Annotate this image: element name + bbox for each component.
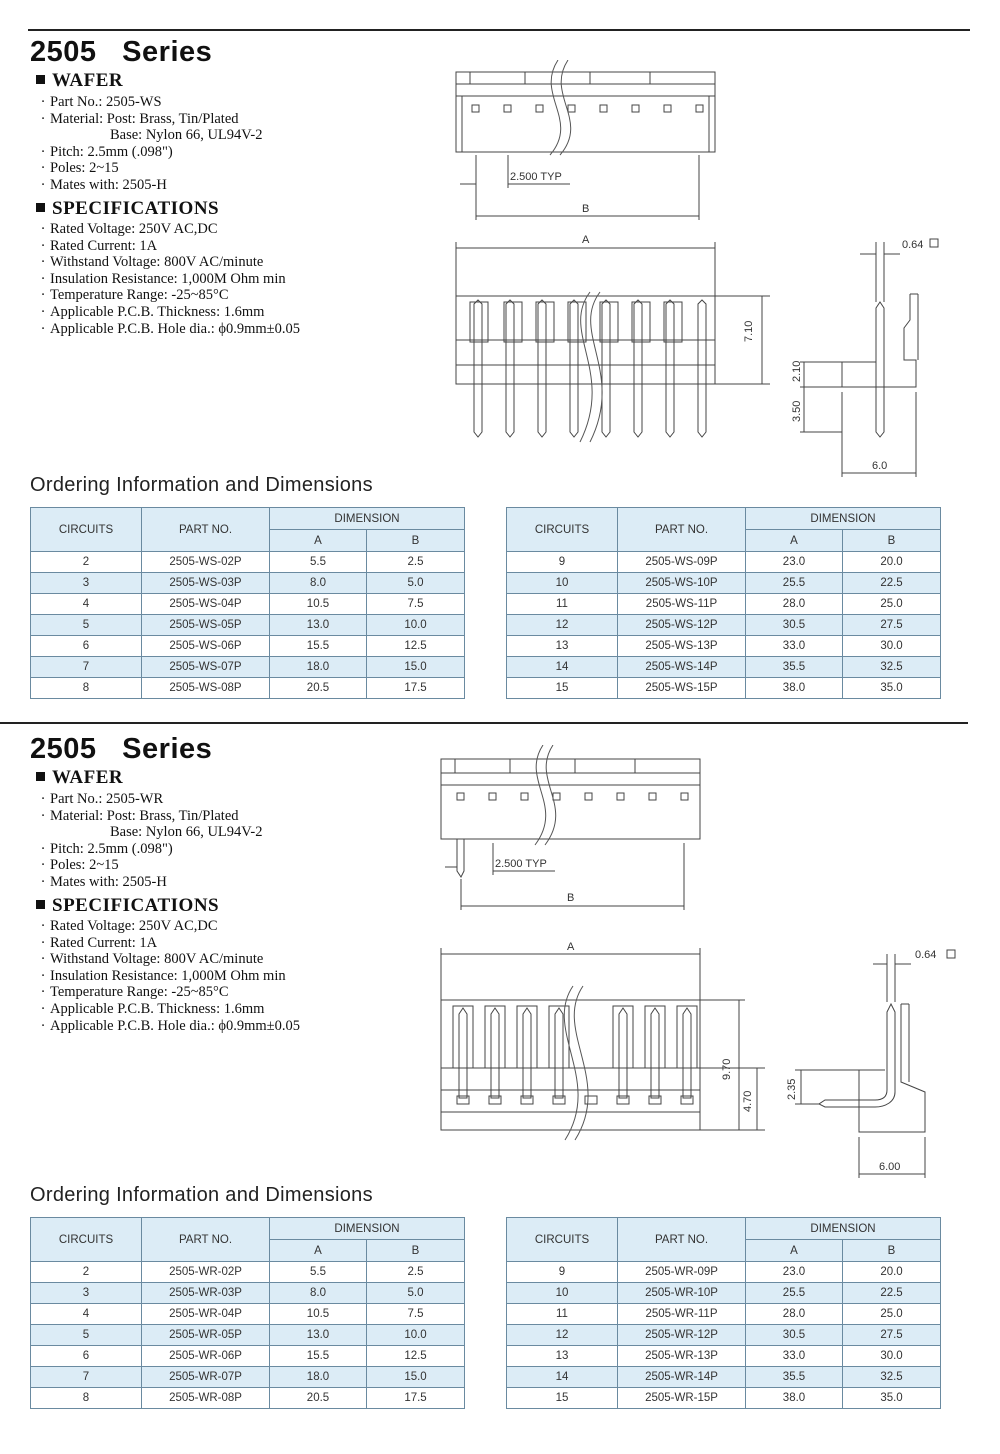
cell-dim-b: 20.0 [843, 552, 941, 573]
table-row [507, 1262, 941, 1283]
cell-dim-b: 17.5 [367, 1388, 465, 1409]
table-row [31, 636, 465, 657]
cell-dim-b: 27.5 [843, 1325, 941, 1346]
cell-circuits: 2 [31, 1262, 142, 1283]
table-row [31, 1388, 465, 1409]
cell-dim-a: 38.0 [746, 678, 843, 699]
side-view-drawing [780, 232, 960, 477]
pitch: · Pitch: 2.5mm (.098") [40, 143, 173, 160]
cell-part-no: 2505-WR-15P [618, 1388, 746, 1409]
cell-part-no: 2505-WR-10P [618, 1283, 746, 1304]
top-divider [28, 29, 970, 31]
cell-circuits: 13 [507, 636, 618, 657]
cell-circuits: 7 [31, 657, 142, 678]
spec-item: · Temperature Range: -25~85°C [40, 287, 229, 304]
cell-circuits: 10 [507, 1283, 618, 1304]
spec-item: · Rated Voltage: 250V AC,DC [40, 918, 218, 934]
table-row [31, 657, 465, 678]
wafer-details [36, 94, 263, 194]
table-row [31, 594, 465, 615]
col-part-no: PART NO. [618, 1218, 746, 1262]
spec-item: · Insulation Resistance: 1,000M Ohm min [40, 270, 286, 287]
square-bullet-icon [36, 900, 45, 909]
poles: · Poles: 2~15 [40, 160, 119, 177]
cell-dim-a: 30.5 [746, 615, 843, 636]
cell-dim-a: 25.5 [746, 1283, 843, 1304]
dim-middle-label: 2.10 [791, 360, 803, 382]
cell-dim-a: 10.5 [270, 1304, 367, 1325]
cell-dim-a: 5.5 [270, 552, 367, 573]
cell-part-no: 2505-WS-02P [142, 552, 270, 573]
ordering-title: Ordering Information and Dimensions [30, 474, 373, 496]
cell-dim-a: 25.5 [746, 573, 843, 594]
cell-dim-b: 35.0 [843, 678, 941, 699]
cell-dim-b: 27.5 [843, 615, 941, 636]
cell-dim-a: 15.5 [270, 636, 367, 657]
part-number: · Part No.: 2505-WS [40, 94, 162, 110]
cell-dim-b: 22.5 [843, 1283, 941, 1304]
cell-part-no: 2505-WS-05P [142, 615, 270, 636]
table-row [31, 1262, 465, 1283]
cell-dim-a: 20.5 [270, 678, 367, 699]
cell-circuits: 8 [31, 1388, 142, 1409]
dim-width-label: 6.0 [872, 460, 888, 472]
cell-dim-a: 15.5 [270, 1346, 367, 1367]
table-row [507, 1304, 941, 1325]
cell-dim-b: 15.0 [367, 1367, 465, 1388]
table-row [507, 1346, 941, 1367]
front-view-drawing [440, 232, 770, 447]
cell-circuits: 6 [31, 1346, 142, 1367]
top-view-drawing [425, 745, 725, 915]
specifications-heading: SPECIFICATIONS [36, 198, 219, 220]
col-circuits: CIRCUITS [507, 1218, 618, 1262]
dim-a-label: A [567, 941, 575, 953]
spec-item: · Temperature Range: -25~85°C [40, 984, 229, 1001]
dim-typ-label: 2.500 TYP [510, 171, 562, 183]
cell-part-no: 2505-WR-12P [618, 1325, 746, 1346]
cell-dim-a: 10.5 [270, 594, 367, 615]
wafer-heading: WAFER [36, 70, 123, 92]
cell-dim-a: 38.0 [746, 1388, 843, 1409]
table-row [507, 552, 941, 573]
cell-dim-b: 30.0 [843, 636, 941, 657]
col-b: B [367, 530, 465, 552]
poles: · Poles: 2~15 [40, 857, 119, 874]
cell-dim-b: 25.0 [843, 1304, 941, 1325]
dim-lower-label: 3.50 [791, 400, 803, 422]
cell-circuits: 11 [507, 1304, 618, 1325]
cell-dim-a: 20.5 [270, 1388, 367, 1409]
col-a: A [270, 530, 367, 552]
cell-dim-a: 23.0 [746, 1262, 843, 1283]
dim-middle-label: 2.35 [786, 1078, 798, 1100]
table-row [507, 678, 941, 699]
spec-item: · Rated Current: 1A [40, 934, 158, 951]
col-a: A [746, 530, 843, 552]
col-b: B [367, 1240, 465, 1262]
cell-dim-a: 28.0 [746, 1304, 843, 1325]
cell-dim-b: 2.5 [367, 1262, 465, 1283]
col-dimension: DIMENSION [746, 508, 941, 530]
cell-part-no: 2505-WS-06P [142, 636, 270, 657]
cell-circuits: 7 [31, 1367, 142, 1388]
cell-dim-b: 30.0 [843, 1346, 941, 1367]
mates-with: · Mates with: 2505-H [40, 873, 167, 890]
col-circuits: CIRCUITS [31, 508, 142, 552]
table-row [507, 615, 941, 636]
spec-item: · Rated Current: 1A [40, 237, 158, 254]
ordering-table-right [506, 1217, 941, 1409]
col-circuits: CIRCUITS [31, 1218, 142, 1262]
dim-height-label: 9.70 [721, 1058, 733, 1080]
cell-dim-b: 12.5 [367, 636, 465, 657]
table-row [507, 636, 941, 657]
cell-part-no: 2505-WR-05P [142, 1325, 270, 1346]
table-row [31, 573, 465, 594]
cell-circuits: 4 [31, 594, 142, 615]
front-view-drawing [425, 940, 765, 1145]
cell-circuits: 9 [507, 1262, 618, 1283]
col-part-no: PART NO. [142, 1218, 270, 1262]
series-title: 2505 Series [30, 733, 213, 765]
ordering-title: Ordering Information and Dimensions [30, 1184, 373, 1206]
dim-b-label: B [582, 203, 590, 215]
cell-dim-b: 5.0 [367, 1283, 465, 1304]
cell-part-no: 2505-WS-08P [142, 678, 270, 699]
cell-dim-a: 30.5 [746, 1325, 843, 1346]
dim-typ-label: 2.500 TYP [495, 858, 547, 870]
cell-part-no: 2505-WR-06P [142, 1346, 270, 1367]
square-bullet-icon [36, 203, 45, 212]
cell-dim-a: 8.0 [270, 573, 367, 594]
cell-dim-b: 7.5 [367, 594, 465, 615]
cell-dim-b: 12.5 [367, 1346, 465, 1367]
table-row [507, 657, 941, 678]
cell-part-no: 2505-WR-03P [142, 1283, 270, 1304]
material-base: Base: Nylon 66, UL94V-2 [110, 824, 263, 841]
cell-dim-b: 15.0 [367, 657, 465, 678]
specifications-list [36, 221, 300, 337]
dim-064-label: 0.64 [902, 239, 924, 251]
ordering-table-left [30, 507, 465, 699]
cell-circuits: 4 [31, 1304, 142, 1325]
cell-part-no: 2505-WS-13P [618, 636, 746, 657]
cell-circuits: 2 [31, 552, 142, 573]
square-icon [930, 239, 938, 247]
cell-dim-a: 35.5 [746, 657, 843, 678]
cell-circuits: 3 [31, 573, 142, 594]
cell-dim-b: 10.0 [367, 615, 465, 636]
table-row [31, 615, 465, 636]
table-row [31, 1283, 465, 1304]
series-title: 2505 Series [30, 36, 213, 68]
cell-part-no: 2505-WS-04P [142, 594, 270, 615]
spec-item: · Applicable P.C.B. Thickness: 1.6mm [40, 303, 265, 320]
side-view-drawing [765, 942, 965, 1182]
col-part-no: PART NO. [618, 508, 746, 552]
table-row [31, 1325, 465, 1346]
specifications-heading: SPECIFICATIONS [36, 895, 219, 917]
cell-part-no: 2505-WS-11P [618, 594, 746, 615]
mates-with: · Mates with: 2505-H [40, 176, 167, 193]
cell-part-no: 2505-WR-09P [618, 1262, 746, 1283]
cell-part-no: 2505-WS-15P [618, 678, 746, 699]
ordering-table-right [506, 507, 941, 699]
material-post: · Material: Post: Brass, Tin/Plated [40, 110, 239, 127]
cell-circuits: 14 [507, 657, 618, 678]
wafer-details [36, 791, 263, 891]
spec-item: · Applicable P.C.B. Hole dia.: ϕ0.9mm±0.05 [40, 320, 300, 337]
ordering-table-left [30, 1217, 465, 1409]
cell-dim-a: 8.0 [270, 1283, 367, 1304]
col-b: B [843, 530, 941, 552]
cell-dim-b: 10.0 [367, 1325, 465, 1346]
cell-circuits: 15 [507, 1388, 618, 1409]
part-number: · Part No.: 2505-WR [40, 791, 164, 807]
square-icon [947, 950, 955, 958]
col-a: A [746, 1240, 843, 1262]
cell-dim-a: 28.0 [746, 594, 843, 615]
table-row [31, 1367, 465, 1388]
table-row [507, 1325, 941, 1346]
cell-dim-b: 17.5 [367, 678, 465, 699]
cell-circuits: 8 [31, 678, 142, 699]
cell-dim-a: 18.0 [270, 1367, 367, 1388]
cell-dim-b: 7.5 [367, 1304, 465, 1325]
cell-part-no: 2505-WS-12P [618, 615, 746, 636]
spec-item: · Applicable P.C.B. Hole dia.: ϕ0.9mm±0.05 [40, 1017, 300, 1034]
dim-height-label: 7.10 [743, 320, 755, 342]
material-base: Base: Nylon 66, UL94V-2 [110, 127, 263, 144]
cell-circuits: 3 [31, 1283, 142, 1304]
specifications-list [36, 918, 300, 1034]
cell-dim-b: 5.0 [367, 573, 465, 594]
cell-dim-b: 22.5 [843, 573, 941, 594]
material-post: · Material: Post: Brass, Tin/Plated [40, 807, 239, 824]
square-bullet-icon [36, 772, 45, 781]
cell-part-no: 2505-WR-07P [142, 1367, 270, 1388]
cell-part-no: 2505-WR-11P [618, 1304, 746, 1325]
table-row [507, 594, 941, 615]
cell-part-no: 2505-WR-08P [142, 1388, 270, 1409]
cell-circuits: 14 [507, 1367, 618, 1388]
spec-item: · Insulation Resistance: 1,000M Ohm min [40, 967, 286, 984]
cell-dim-a: 33.0 [746, 636, 843, 657]
cell-dim-b: 2.5 [367, 552, 465, 573]
pitch: · Pitch: 2.5mm (.098") [40, 840, 173, 857]
top-view-drawing [440, 60, 740, 230]
cell-circuits: 12 [507, 615, 618, 636]
dim-lower-label: 4.70 [742, 1090, 754, 1112]
section-divider [0, 722, 968, 724]
cell-dim-a: 13.0 [270, 1325, 367, 1346]
cell-part-no: 2505-WS-10P [618, 573, 746, 594]
spec-item: · Rated Voltage: 250V AC,DC [40, 221, 218, 237]
cell-circuits: 6 [31, 636, 142, 657]
table-row [31, 1304, 465, 1325]
table-row [507, 1367, 941, 1388]
cell-part-no: 2505-WS-14P [618, 657, 746, 678]
cell-part-no: 2505-WR-13P [618, 1346, 746, 1367]
table-row [31, 552, 465, 573]
dim-064-label: 0.64 [915, 949, 937, 961]
table-row [507, 573, 941, 594]
cell-dim-a: 13.0 [270, 615, 367, 636]
col-b: B [843, 1240, 941, 1262]
cell-circuits: 12 [507, 1325, 618, 1346]
wafer-heading: WAFER [36, 767, 123, 789]
table-row [507, 1283, 941, 1304]
cell-part-no: 2505-WR-02P [142, 1262, 270, 1283]
spec-item: · Withstand Voltage: 800V AC/minute [40, 951, 264, 968]
cell-dim-b: 20.0 [843, 1262, 941, 1283]
dim-b-label: B [567, 892, 575, 904]
cell-part-no: 2505-WS-03P [142, 573, 270, 594]
spec-item: · Applicable P.C.B. Thickness: 1.6mm [40, 1000, 265, 1017]
cell-circuits: 5 [31, 615, 142, 636]
cell-dim-b: 35.0 [843, 1388, 941, 1409]
col-a: A [270, 1240, 367, 1262]
cell-dim-a: 18.0 [270, 657, 367, 678]
cell-dim-a: 33.0 [746, 1346, 843, 1367]
cell-dim-a: 35.5 [746, 1367, 843, 1388]
cell-dim-a: 23.0 [746, 552, 843, 573]
cell-dim-b: 32.5 [843, 657, 941, 678]
table-row [31, 1346, 465, 1367]
cell-circuits: 5 [31, 1325, 142, 1346]
cell-dim-a: 5.5 [270, 1262, 367, 1283]
cell-circuits: 11 [507, 594, 618, 615]
col-part-no: PART NO. [142, 508, 270, 552]
col-dimension: DIMENSION [270, 508, 465, 530]
cell-part-no: 2505-WR-04P [142, 1304, 270, 1325]
dim-a-label: A [582, 234, 590, 246]
cell-circuits: 15 [507, 678, 618, 699]
cell-dim-b: 25.0 [843, 594, 941, 615]
cell-part-no: 2505-WR-14P [618, 1367, 746, 1388]
square-bullet-icon [36, 75, 45, 84]
cell-dim-b: 32.5 [843, 1367, 941, 1388]
cell-circuits: 13 [507, 1346, 618, 1367]
cell-circuits: 9 [507, 552, 618, 573]
table-row [507, 1388, 941, 1409]
col-dimension: DIMENSION [746, 1218, 941, 1240]
col-dimension: DIMENSION [270, 1218, 465, 1240]
dim-width-label: 6.00 [879, 1161, 901, 1173]
col-circuits: CIRCUITS [507, 508, 618, 552]
cell-circuits: 10 [507, 573, 618, 594]
cell-part-no: 2505-WS-09P [618, 552, 746, 573]
cell-part-no: 2505-WS-07P [142, 657, 270, 678]
spec-item: · Withstand Voltage: 800V AC/minute [40, 254, 264, 271]
table-row [31, 678, 465, 699]
